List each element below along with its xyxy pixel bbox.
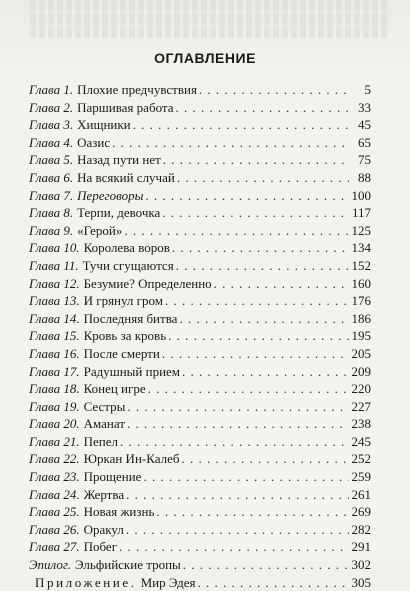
dot-leader [120,433,349,451]
dot-leader [145,187,349,205]
toc-entry[interactable] [29,538,371,556]
entry-page-number: 152 [351,257,371,273]
entry-title: Эльфийские тропы [75,557,181,573]
entry-page-number: 205 [351,345,371,361]
entry-title: Пепел [83,433,118,449]
toc-entry[interactable] [29,556,371,574]
page-title: ОГЛАВЛЕНИЕ [154,50,256,66]
entry-label: Глава 25. [29,504,80,520]
toc-entry[interactable] [29,187,371,205]
entry-label: Приложение. [35,574,137,590]
entry-page-number: 220 [351,381,371,397]
entry-title: Кровь за кровь [83,328,167,344]
toc-entry[interactable] [29,521,371,539]
entry-page-number: 100 [351,187,371,203]
dot-leader [126,486,349,504]
entry-title: Аманат [83,416,125,432]
entry-title: Королева воров [83,240,170,256]
entry-title: Юркан Ин-Калеб [83,451,180,467]
entry-page-number: 65 [358,134,371,150]
entry-page-number: 252 [351,451,371,467]
entry-title: Оракул [83,521,124,537]
entry-title: После смерти [83,345,160,361]
dot-leader [214,275,349,293]
dot-leader [198,574,349,591]
toc-entry[interactable] [29,169,371,187]
entry-page-number: 186 [351,310,371,326]
bleed-through-text [30,0,390,48]
entry-title: И грянул гром [83,293,163,309]
entry-label: Глава 21. [29,433,80,449]
dot-leader [143,468,349,486]
entry-label: Глава 19. [29,398,80,414]
entry-label: Глава 4. [29,134,74,150]
entry-label: Глава 23. [29,469,80,485]
entry-page-number: 45 [358,117,371,133]
entry-label: Глава 9. [29,222,74,238]
dot-leader [168,327,349,345]
dot-leader [181,450,349,468]
entry-page-number: 305 [351,574,371,590]
dot-leader [179,310,349,328]
dot-leader [133,116,349,134]
entry-title: Терпи, девочка [77,205,161,221]
entry-title: Назад пути нет [77,152,161,168]
toc-entry[interactable] [29,151,371,169]
toc-entry[interactable] [29,275,371,293]
dot-leader [119,538,349,556]
entry-page-number: 245 [351,433,371,449]
entry-label: Глава 17. [29,363,80,379]
entry-page-number: 269 [351,504,371,520]
entry-title: Жертва [83,486,125,502]
entry-title: Тучи сгущаются [82,257,174,273]
entry-page-number: 302 [351,557,371,573]
entry-label: Глава 24. [29,486,80,502]
toc-entry[interactable] [29,415,371,433]
entry-page-number: 259 [351,469,371,485]
entry-label: Глава 15. [29,328,80,344]
toc-entry[interactable] [29,134,371,152]
dot-leader [176,257,349,275]
toc-entry[interactable] [29,257,371,275]
entry-title: Безумие? Определенно [83,275,212,291]
toc-entry[interactable] [29,345,371,363]
entry-label: Глава 20. [29,416,80,432]
entry-label: Глава 16. [29,345,80,361]
entry-page-number: 134 [351,240,371,256]
entry-label: Глава 18. [29,381,80,397]
entry-title: Побег [83,539,118,555]
toc-entry[interactable] [29,310,371,328]
entry-label: Глава 13. [29,293,80,309]
toc-entry[interactable] [29,239,371,257]
entry-label: Глава 2. [29,99,74,115]
entry-label: Глава 8. [29,205,74,221]
toc-entry[interactable] [29,503,371,521]
entry-page-number: 5 [364,82,371,97]
toc-entry[interactable] [29,398,371,416]
entry-label: Глава 5. [29,152,74,168]
dot-leader [124,222,349,240]
entry-title: Паршивая работа [77,99,174,115]
entry-title: Радушный прием [83,363,181,379]
toc-entry[interactable] [29,363,371,381]
entry-page-number: 33 [358,99,371,115]
entry-title: Конец игре [83,381,146,397]
entry-page-number: 261 [351,486,371,502]
entry-title: Хищники [77,117,131,133]
entry-label: Глава 3. [29,117,74,133]
toc-entry[interactable] [29,486,371,504]
toc-entry[interactable] [29,204,371,222]
entry-title: Новая жизнь [83,504,155,520]
dot-leader [127,415,349,433]
entry-title: На всякий случай [77,169,175,185]
entry-label: Глава 11. [29,257,79,273]
entry-label: Глава 22. [29,451,80,467]
entry-page-number: 75 [358,152,371,168]
dot-leader [162,204,349,222]
entry-page-number: 125 [351,222,371,238]
toc-entry[interactable] [29,450,371,468]
dot-leader [165,292,349,310]
dot-leader [126,521,349,539]
entry-title: Оазис [77,134,111,150]
dot-leader [162,345,349,363]
toc-entry[interactable] [29,380,371,398]
entry-page-number: 227 [351,398,371,414]
toc-entry[interactable] [29,468,371,486]
dot-leader [172,239,349,257]
dot-leader [177,169,349,187]
entry-page-number: 117 [351,205,371,221]
dot-leader [182,363,349,381]
dot-leader [148,380,349,398]
toc-entry[interactable] [29,99,371,117]
entry-label: Глава 10. [29,240,80,256]
dot-leader [112,134,349,152]
entry-page-number: 195 [351,328,371,344]
entry-label: Глава 27. [29,539,80,555]
entry-title: Сестры [83,398,126,414]
entry-label: Глава 6. [29,169,74,185]
toc-entry[interactable] [29,116,371,134]
entry-page-number: 88 [358,169,371,185]
entry-title: Мир Эдея [140,574,196,590]
dot-leader [199,81,349,99]
toc-entry[interactable] [29,433,371,451]
entry-title: Последняя битва [83,310,178,326]
entry-title: Плохие предчувствия [77,82,197,97]
entry-page-number: 160 [351,275,371,291]
entry-page-number: 282 [351,521,371,537]
dot-leader [163,151,349,169]
entry-page-number: 176 [351,293,371,309]
toc-entry[interactable] [29,81,371,99]
entry-label: Глава 7. [29,187,74,203]
toc-entry[interactable] [29,292,371,310]
entry-label: Глава 1. [29,82,74,97]
entry-label: Эпилог. [29,557,71,573]
toc-entry[interactable] [29,222,371,240]
entry-page-number: 238 [351,416,371,432]
table-of-contents [29,81,371,591]
entry-label: Глава 14. [29,310,80,326]
dot-leader [156,503,349,521]
toc-entry[interactable] [29,574,371,591]
entry-title: «Герой» [77,222,123,238]
dot-leader [127,398,349,416]
entry-page-number: 209 [351,363,371,379]
dot-leader [176,99,349,117]
entry-page-number: 291 [351,539,371,555]
entry-title: Переговоры [77,187,144,203]
entry-label: Глава 12. [29,275,80,291]
entry-title: Прощение [83,469,142,485]
entry-label: Глава 26. [29,521,80,537]
toc-entry[interactable] [29,327,371,345]
dot-leader [183,556,349,574]
